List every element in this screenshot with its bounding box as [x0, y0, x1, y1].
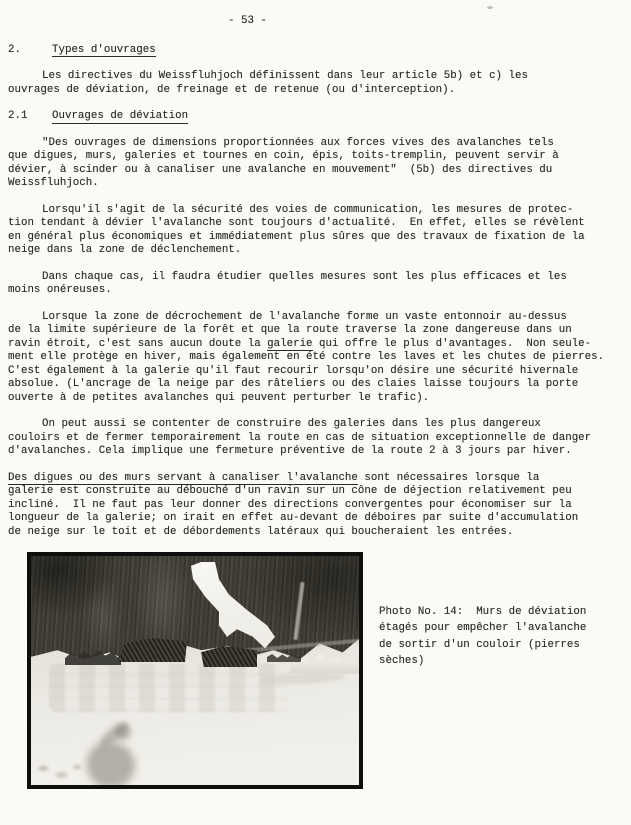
text-line — [8, 204, 625, 218]
section-heading — [8, 44, 625, 58]
section-heading — [8, 110, 625, 124]
text-segment: absolue. (L'ancrage de la neige par des râteliers ou des claies laisse toujours la porte — [8, 378, 579, 390]
scan-speck — [487, 6, 493, 9]
text-segment: galerie est construite au débouché d'un ravin sur un cône de déjection relativement peu — [8, 485, 572, 497]
text-segment: Dans chaque cas, il faudra étudier quelles mesures sont les plus efficaces et les — [42, 270, 567, 283]
text-line — [8, 351, 625, 365]
text-line — [8, 472, 625, 486]
text-segment: sont nécessaires lorsque la — [357, 471, 540, 484]
caption-line: Photo No. 14: Murs de déviation — [379, 606, 587, 618]
text-segment: en général plus économiques et immédiatement plus sûres que des travaux de fixation de la — [8, 230, 585, 243]
text-segment: de neige sur le toit et de débordements latéraux qui boucheraient les entrées. — [8, 525, 514, 538]
paragraph — [8, 418, 625, 459]
caption-line: étagés pour empêcher l'avalanche — [379, 622, 587, 635]
underlined-text: Des digues ou des murs servant à canaliser l'avalanche — [8, 471, 358, 484]
section-title: Types d'ouvrages — [52, 43, 156, 56]
paragraph — [8, 70, 625, 97]
text-segment: On peut aussi se contenter de construire des galeries dans les plus dangereux — [42, 418, 541, 430]
paragraph — [8, 204, 625, 258]
text-line — [8, 231, 625, 245]
text-segment: ment elle protège en hiver, mais également en été contre les laves et les chutes de pierres. — [8, 351, 605, 363]
section-number: 2.1 — [8, 110, 28, 122]
text-blocks — [8, 44, 625, 540]
text-segment: C'est également à la galerie qu'il faut recourir lorsqu'on désire une sécurité hivernale — [8, 364, 579, 377]
figure-caption — [379, 552, 586, 670]
text-line — [8, 324, 625, 338]
text-line — [8, 84, 625, 98]
text-segment: Lorsqu'il s'agit de la sécurité des voies de communication, les mesures de protec- — [42, 203, 574, 216]
text-line — [8, 445, 625, 459]
text-segment: de la limite supérieure de la forêt et que la route traverse la zone dangereuse dans un — [8, 324, 572, 336]
text-line — [8, 378, 625, 392]
text-line — [8, 392, 625, 406]
photo-photographer-shadow — [87, 742, 135, 788]
text-segment: ouverte à de petites avalanches qui peuvent perturber le trafic). — [8, 391, 430, 404]
text-segment: incliné. Il ne faut pas leur donner des directions convergentes pour économiser sur la — [8, 498, 572, 511]
text-segment: neige dans la zone de déclenchement. — [8, 244, 242, 256]
page-number: - 53 - — [228, 15, 267, 27]
paragraph — [8, 472, 625, 540]
paragraph — [8, 271, 625, 298]
text-segment: Les directives du Weissfluhjoch définissent dans leur article 5b) et c) les — [42, 70, 528, 82]
text-segment: qui offre le plus d'avantages. Non seule- — [312, 337, 592, 350]
text-segment: couloirs et de fermer temporairement la route en cas de situation exceptionnelle de danger — [8, 431, 592, 444]
text-line — [8, 284, 625, 298]
caption-line: de sortir d'un couloir (pierres — [379, 638, 580, 651]
photo-snow-texture — [49, 664, 289, 712]
text-line — [8, 485, 625, 499]
text-line — [8, 499, 625, 513]
text-segment: ouvrages de déviation, de freinage et de retenue (ou d'interception). — [8, 83, 456, 96]
text-segment: moins onéreuses. — [8, 284, 112, 296]
figure-photo — [27, 552, 363, 789]
text-line — [8, 338, 625, 352]
text-line — [8, 177, 625, 191]
text-line — [8, 311, 625, 325]
text-segment: Lorsque la zone de décrochement de l'avalanche forme un vaste entonnoir au-dessus — [42, 310, 567, 323]
section-number: 2. — [8, 43, 21, 56]
figure-row — [27, 552, 625, 789]
underlined-text: galerie — [267, 337, 313, 350]
text-line — [8, 418, 625, 432]
caption-line: sèches) — [379, 655, 425, 668]
text-line — [8, 365, 625, 379]
text-segment: Weissfluhjoch. — [8, 177, 99, 189]
text-line — [8, 271, 625, 285]
text-segment: ravin étroit, c'est sans aucun doute la — [8, 337, 268, 350]
paragraph — [8, 137, 625, 191]
text-segment: "Des ouvrages de dimensions proportionnées aux forces vives des avalanches tels — [42, 136, 554, 149]
text-line — [8, 526, 625, 540]
text-segment: tion tendant à dévier l'avalanche sont toujours d'actualité. En effet, elles se révèlent — [8, 217, 585, 229]
text-line — [8, 150, 625, 164]
photo-photographer-shadow-head — [115, 724, 131, 740]
paragraph — [8, 311, 625, 406]
text-segment: dévier, à scinder ou à canaliser une avalanche en mouvement" (5b) des directives du — [8, 163, 553, 176]
section-title: Ouvrages de déviation — [52, 110, 189, 122]
text-line — [8, 70, 625, 84]
text-line — [8, 512, 625, 526]
text-line — [8, 137, 625, 151]
text-line — [8, 244, 625, 258]
text-line — [8, 217, 625, 231]
text-segment: longueur de la galerie; on irait en effet au-devant de déboires par suite d'accumulation — [8, 512, 579, 524]
text-line — [8, 432, 625, 446]
text-segment: d'avalanches. Cela implique une fermeture préventive de la route 2 à 3 jours par hiver. — [8, 445, 572, 457]
text-line — [8, 164, 625, 178]
text-segment: que digues, murs, galeries et tournes en coin, épis, toits-tremplin, peuvent servir à — [8, 150, 559, 162]
photo-corner-shadows — [33, 758, 85, 784]
